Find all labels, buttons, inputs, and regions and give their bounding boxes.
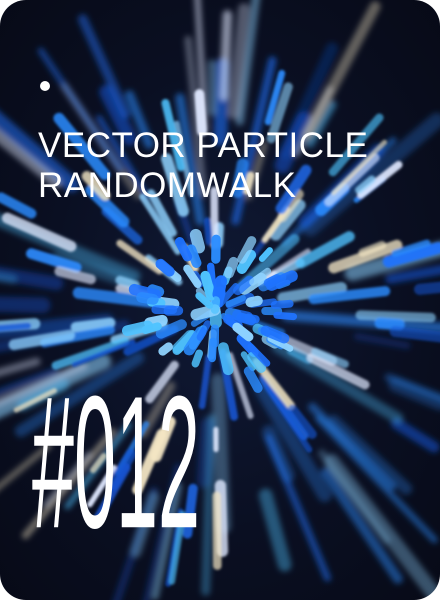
- title-line-1: VECTOR PARTICLE: [38, 126, 369, 165]
- particle-streak: [251, 301, 258, 303]
- particle-streak: [218, 281, 221, 294]
- particle-streak: [360, 315, 431, 318]
- particle-streak: [248, 318, 255, 320]
- bullet-dot: [40, 81, 50, 91]
- artwork-title: [38, 126, 428, 206]
- particle-streak: [396, 385, 440, 404]
- particle-streak: [229, 262, 234, 274]
- edition-number-text: #012: [32, 356, 200, 546]
- particle-streak: [397, 424, 434, 447]
- particle-streak: [205, 276, 211, 296]
- particle-streak: [266, 331, 285, 339]
- particle-streak: [275, 304, 290, 305]
- particle-streak: [207, 221, 209, 242]
- particle-streak: [395, 332, 440, 340]
- particle-streak: [357, 336, 407, 345]
- particle-streak: [127, 326, 147, 331]
- particle-streak: [420, 282, 440, 289]
- particle-streak: [196, 235, 199, 248]
- particle-streak: [212, 64, 213, 112]
- particle-streak: [266, 495, 285, 564]
- particle-streak: [277, 315, 294, 316]
- title-line-2: RANDOMWALK: [38, 166, 297, 205]
- particle-streak: [161, 264, 170, 272]
- particle-streak: [380, 323, 399, 325]
- particle-streak: [0, 302, 43, 305]
- particle-streak: [142, 297, 154, 299]
- particle-streak: [76, 323, 110, 327]
- edition-number: [32, 346, 262, 546]
- particle-streak: [224, 15, 228, 97]
- particle-streak: [215, 301, 216, 310]
- particle-streak: [1, 197, 32, 213]
- particle-streak: [268, 278, 277, 283]
- particle-streak: [200, 324, 207, 338]
